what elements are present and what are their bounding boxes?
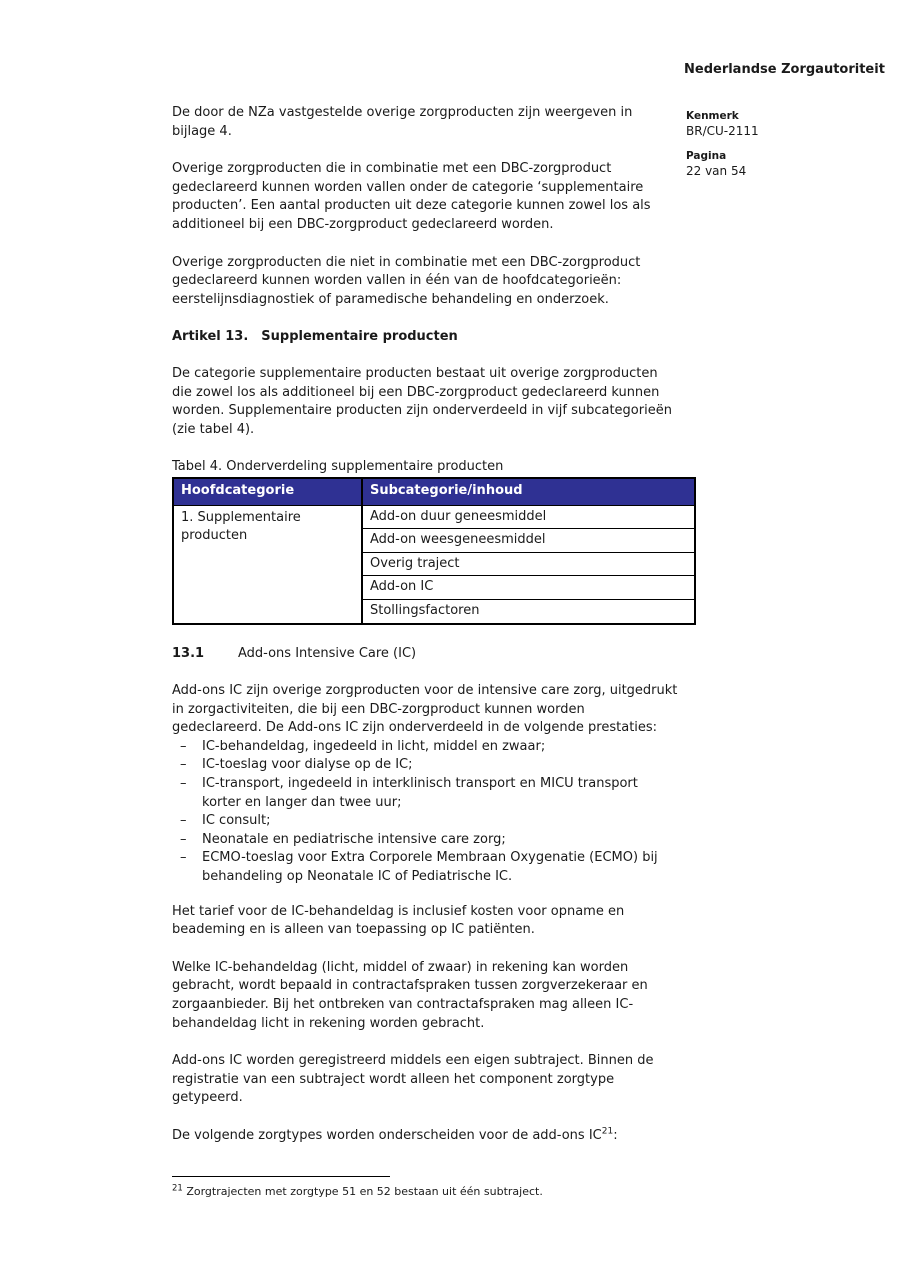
footnote-separator-rule [172,1176,390,1177]
pagina-value: 22 van 54 [686,164,747,178]
supplementaire-producten-table [172,477,696,626]
list-item-text: IC consult; [202,813,271,829]
org-brand-title: Nederlandse Zorgautoriteit [684,62,885,77]
table-row-subcategorie: Overig traject [363,553,694,577]
table-header-hoofdcategorie: Hoofdcategorie [174,479,363,506]
heading-title: Add-ons Intensive Care (IC) [238,646,417,662]
heading-number: Artikel 13. [172,329,249,345]
dash-bullet: – [180,813,187,829]
paragraph-text: : [613,1127,618,1143]
list-item [172,831,678,850]
footnote-reference: 21 [601,1126,614,1137]
dash-bullet: – [180,757,187,773]
paragraph: Add-ons IC zijn overige zorgproducten voor de intensive care zorg, uitgedrukt in zorgactiviteiten, die bij een DBC-zorgproduct kunnen worden gedeclareerd. De Add-ons IC zijn onderverdeeld in de volgende prestaties: [172,683,678,736]
list-item-text: ECMO-toeslag voor Extra Corporele Membraan Oxygenatie (ECMO) bij behandeling op Neonatale IC of Pediatrische IC. [202,850,658,884]
list-item-text: IC-behandeldag, ingedeeld in licht, middel en zwaar; [202,738,546,754]
list-item-text: Neonatale en pediatrische intensive care zorg; [202,831,506,847]
table-row-subcategorie: Add-on IC [363,576,694,600]
paragraph-with-footnote-ref [172,1127,678,1146]
dash-bullet: – [180,831,187,847]
pagina-label: Pagina [686,150,727,162]
paragraph: Het tarief voor de IC-behandeldag is inclusief kosten voor opname en beademing en is alleen van toepassing op IC patiënten. [172,903,625,938]
table-row-subcategorie: Add-on duur geneesmiddel [363,506,694,530]
table-row-subcategorie: Stollingsfactoren [370,603,480,619]
paragraph: Welke IC-behandeldag (licht, middel of zwaar) in rekening kan worden gebracht, wordt bepaald in contractafspraken tussen zorgverzekeraar en zorgaanbieder. Bij het ontbreken van contractafspraken mag alleen IC-behandeldag licht in rekening worden gebracht. [172,959,648,1031]
paragraph: Overige zorgproducten die niet in combinatie met een DBC-zorgproduct gedeclareerd kunnen worden vallen in één van de hoofdcategorieën: eerstelijnsdiagnostiek of paramedische behandeling en onderzoek. [172,254,641,307]
list-item-text: IC-transport, ingedeeld in interklinisch transport en MICU transport korter en langer dan twee uur; [202,776,638,810]
table-caption: Tabel 4. Onderverdeling supplementaire producten [172,459,504,475]
meta-sidebar [686,110,836,190]
dash-bullet: – [180,738,187,754]
dash-bullet: – [180,850,187,866]
paragraph: Add-ons IC worden geregistreerd middels een eigen subtraject. Binnen de registratie van een subtraject wordt alleen het component zorgtype getypeerd. [172,1053,654,1106]
heading-title: Supplementaire producten [261,329,458,345]
footnote-text [172,1184,692,1199]
paragraph: De door de NZa vastgestelde overige zorgproducten zijn weergeven in bijlage 4. [172,105,633,139]
heading-artikel-13 [172,328,678,347]
list-item [172,756,678,775]
footnote-block [172,1176,692,1199]
kenmerk-label: Kenmerk [686,110,739,122]
heading-13-1 [172,645,678,664]
table-cell-hoofdcategorie: 1. Supplementaire producten [174,506,363,624]
footnote-body: Zorgtrajecten met zorgtype 51 en 52 bestaan uit één subtraject. [182,1185,543,1198]
ic-prestaties-list [172,738,678,887]
table-row-subcategorie: Add-on weesgeneesmiddel [363,529,694,553]
kenmerk-value: BR/CU-2111 [686,124,759,138]
dash-bullet: – [180,776,187,792]
paragraph: Overige zorgproducten die in combinatie met een DBC-zorgproduct gedeclareerd kunnen worden vallen onder de categorie ‘supplementaire producten’. Een aantal producten uit deze categorie kunnen zowel los als additioneel bij een DBC-zorgproduct gedeclareerd worden. [172,161,651,232]
paragraph-text: De volgende zorgtypes worden onderscheiden voor de add-ons IC [172,1127,602,1143]
footnote-number: 21 [172,1183,183,1194]
list-item [172,812,678,831]
list-item [172,775,678,812]
heading-number: 13.1 [172,646,205,662]
paragraph: De categorie supplementaire producten bestaat uit overige zorgproducten die zowel los als additioneel bij een DBC-zorgproduct gedeclareerd kunnen worden. Supplementaire producten zijn onderverdeeld in vijf subcategorieën (zie tabel 4). [172,365,672,437]
main-text-column [172,104,678,1165]
list-item-text: IC-toeslag voor dialyse op de IC; [202,757,413,773]
list-item [172,738,678,757]
list-item [172,849,678,886]
table-header-subcategorie: Subcategorie/inhoud [363,479,694,506]
